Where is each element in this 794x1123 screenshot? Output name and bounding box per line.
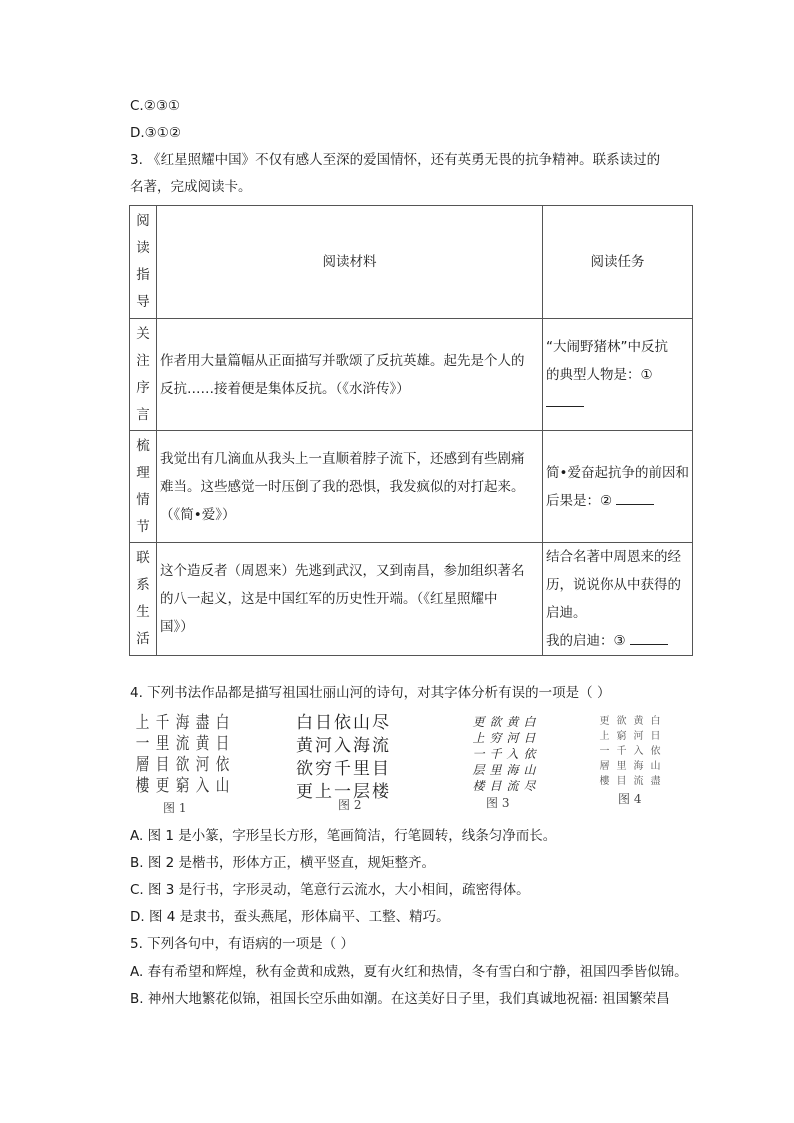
figure-4-glyph: 上 <box>599 731 610 742</box>
figure-4-glyph: 盡 <box>650 776 661 787</box>
figure-4-glyph: 一 <box>599 746 610 757</box>
figure-4-glyph: 依 <box>650 746 661 757</box>
figure-3-column <box>487 714 504 794</box>
figure-4-glyph: 山 <box>650 761 661 772</box>
figure-1-glyph: 窮 <box>175 776 189 796</box>
question-4-option-b: B. 图 2 是楷书，形体方正，横平竖直，规矩整齐。 <box>130 855 436 871</box>
question-5-option-a: A. 春有希望和辉煌，秋有金黄和成熟，夏有火红和热情，冬有雪白和宁静，祖国四季皆似锦。 <box>130 964 688 980</box>
figure-1-column <box>152 713 172 797</box>
figure-1-glyph: 樓 <box>135 776 149 796</box>
row-material: 这个造反者（周恩来）先逃到武汉，又到南昌，参加组织著名 的八一起义，这是中国红军的历史性开端。（《红星照耀中 国》） <box>157 543 543 656</box>
option-d: D.③①② <box>130 125 181 141</box>
figure-2-caption: 图 2 <box>338 798 362 812</box>
figure-1-column <box>192 713 212 797</box>
figure-1-glyph: 上 <box>135 713 149 733</box>
figure-4-column <box>613 714 630 789</box>
figure-2-row: 黄河入海流 <box>296 736 391 756</box>
table-row <box>130 319 693 431</box>
figure-4-glyph: 欲 <box>616 716 627 727</box>
question-3-stem-cont: 名著，完成阅读卡。 <box>130 179 252 195</box>
figure-4-glyph: 里 <box>616 761 627 772</box>
figure-1-glyph: 目 <box>155 755 169 775</box>
question-5-option-b: B. 神州大地繁花似锦，祖国长空乐曲如潮。在这美好日子里，我们真诚地祝福: 祖国繁荣昌 <box>130 991 670 1007</box>
figure-4-glyph: 河 <box>633 731 644 742</box>
question-5-stem: 5. 下列各句中，有语病的一项是（ ） <box>130 936 354 952</box>
figure-1-glyph: 入 <box>195 776 209 796</box>
figure-1-column <box>212 713 232 797</box>
figure-3-caption: 图 3 <box>486 796 510 810</box>
figure-3-glyph: 依 <box>523 747 536 761</box>
row-task: 结合名著中周恩来的经 历，说说你从中获得的 启迪。 我的启迪：③ <box>543 543 693 656</box>
figure-4-column <box>630 714 647 789</box>
calligraphy-figure-3 <box>458 714 538 810</box>
figure-4-column <box>596 714 613 789</box>
figure-3-glyph: 一 <box>472 747 485 761</box>
answer-blank-1[interactable] <box>546 392 584 407</box>
figure-4-glyph: 層 <box>599 761 610 772</box>
figure-1-glyph: 日 <box>215 734 229 754</box>
figure-1-glyph: 山 <box>215 776 229 796</box>
table-row <box>130 543 693 656</box>
figure-3-glyph: 里 <box>489 763 502 777</box>
figure-1-glyph: 海 <box>175 713 189 733</box>
figure-3-glyph: 尽 <box>523 779 536 793</box>
figure-3-glyph: 海 <box>506 763 519 777</box>
figure-3-glyph: 山 <box>523 763 536 777</box>
figure-3-column <box>521 714 538 794</box>
figure-4-glyph: 更 <box>599 716 610 727</box>
figure-1-glyph: 黄 <box>195 734 209 754</box>
row-side-label: 梳 理 情 节 <box>130 431 157 543</box>
figure-4-glyph: 海 <box>633 761 644 772</box>
figure-2-row: 欲穷千里目 <box>296 759 391 779</box>
reading-card-table <box>129 205 693 656</box>
figure-4-glyph: 千 <box>616 746 627 757</box>
figure-1-glyph: 更 <box>155 776 169 796</box>
figure-1-column <box>172 713 192 797</box>
figure-1-glyph: 里 <box>155 734 169 754</box>
figure-3-glyph: 目 <box>489 779 502 793</box>
header-task: 阅读任务 <box>543 206 693 319</box>
figure-3-glyph: 楼 <box>472 779 485 793</box>
row-task: “大闹野猪林”中反抗 的典型人物是：① <box>543 319 693 431</box>
figure-4-glyph: 窮 <box>616 731 627 742</box>
figure-4-glyph: 流 <box>633 776 644 787</box>
figure-4-glyph: 目 <box>616 776 627 787</box>
row-material: 作者用大量篇幅从正面描写并歌颂了反抗英雄。起先是个人的 反抗……接着便是集体反抗。（《水浒传》） <box>157 319 543 431</box>
figure-1-glyph: 千 <box>155 713 169 733</box>
figure-1-caption: 图 1 <box>163 801 187 815</box>
figure-3-column <box>470 714 487 794</box>
question-4-option-c: C. 图 3 是行书，字形灵动，笔意行云流水，大小相间，疏密得体。 <box>130 882 530 898</box>
header-side-cell: 阅 读 指 导 <box>130 206 157 319</box>
figure-4-glyph: 入 <box>633 746 644 757</box>
figure-4-glyph: 日 <box>650 731 661 742</box>
row-side-label: 关 注 序 言 <box>130 319 157 431</box>
figure-3-glyph: 入 <box>506 747 519 761</box>
figure-3-glyph: 上 <box>472 731 485 745</box>
question-4-option-d: D. 图 4 是隶书，蚕头燕尾，形体扁平、工整、精巧。 <box>130 909 450 925</box>
figure-3-glyph: 层 <box>472 763 485 777</box>
row-side-label: 联 系 生 活 <box>130 543 157 656</box>
option-c: C.②③① <box>130 98 181 114</box>
figure-1-glyph: 河 <box>195 755 209 775</box>
figure-2-row: 更上一层楼 <box>296 782 391 802</box>
question-4-option-a: A. 图 1 是小篆，字形呈长方形，笔画简洁，行笔圆转，线条匀净而长。 <box>130 828 557 844</box>
table-header-row <box>130 206 693 319</box>
figure-4-glyph: 白 <box>650 716 661 727</box>
figure-4-caption: 图 4 <box>618 792 642 806</box>
calligraphy-figure-2 <box>296 712 391 812</box>
answer-blank-3[interactable] <box>630 630 668 645</box>
figure-1-glyph: 層 <box>135 755 149 775</box>
figure-1-glyph: 流 <box>175 734 189 754</box>
figure-3-glyph: 流 <box>506 779 519 793</box>
figure-1-glyph: 一 <box>135 734 149 754</box>
header-material: 阅读材料 <box>157 206 543 319</box>
figure-3-glyph: 穷 <box>489 731 502 745</box>
row-material: 我觉出有几滴血从我头上一直顺着脖子流下，还感到有些剧痛 难当。这些感觉一时压倒了我的恐惧，我发疯似的对打起来。 （《简•爱》） <box>157 431 543 543</box>
row-task: 简•爱奋起抗争的前因和 后果是：② <box>543 431 693 543</box>
calligraphy-figure-1 <box>132 713 232 815</box>
figure-4-column <box>647 714 664 789</box>
table-row <box>130 431 693 543</box>
figure-3-glyph: 黄 <box>506 715 519 729</box>
figure-4-glyph: 黄 <box>633 716 644 727</box>
figure-3-glyph: 欲 <box>489 715 502 729</box>
figure-1-glyph: 盡 <box>195 713 209 733</box>
figure-1-glyph: 欲 <box>175 755 189 775</box>
question-3-stem: 3. 《红星照耀中国》不仅有感人至深的爱国情怀，还有英勇无畏的抗争精神。联系读过的 <box>130 152 661 168</box>
figure-1-glyph: 依 <box>215 755 229 775</box>
figure-3-glyph: 更 <box>472 715 485 729</box>
figure-4-glyph: 樓 <box>599 776 610 787</box>
figure-1-glyph: 白 <box>215 713 229 733</box>
figure-2-row: 白日依山尽 <box>296 713 391 733</box>
figure-3-glyph: 千 <box>489 747 502 761</box>
figure-3-column <box>504 714 521 794</box>
answer-blank-2[interactable] <box>616 490 654 505</box>
figure-3-glyph: 河 <box>506 731 519 745</box>
calligraphy-figure-4 <box>592 714 664 806</box>
figure-3-glyph: 白 <box>523 715 536 729</box>
question-4-stem: 4. 下列书法作品都是描写祖国壮丽山河的诗句，对其字体分析有误的一项是（ ） <box>130 685 611 701</box>
figure-1-column <box>132 713 152 797</box>
figure-3-glyph: 日 <box>523 731 536 745</box>
